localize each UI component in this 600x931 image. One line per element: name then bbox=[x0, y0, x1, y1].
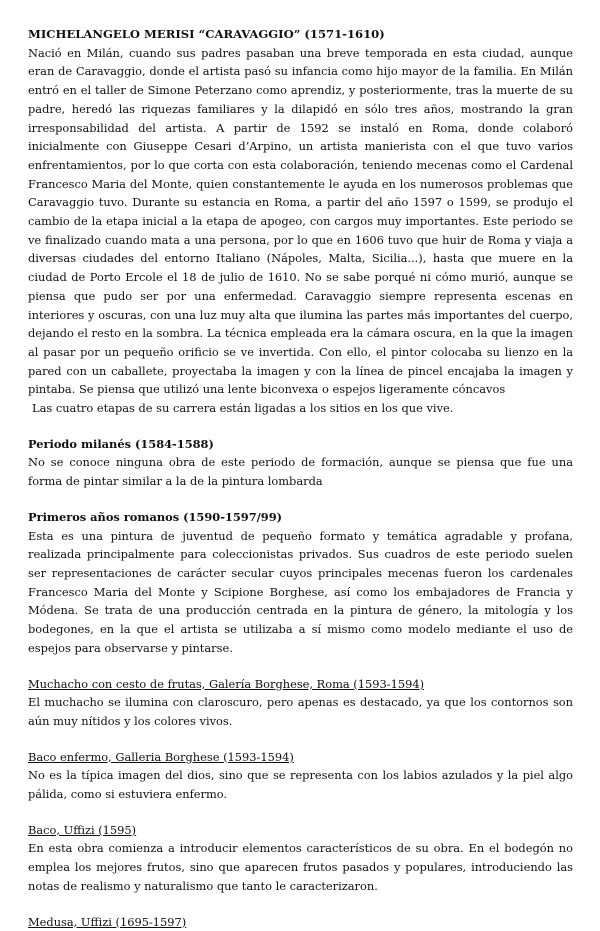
intro-tail-paragraph: Las cuatro etapas de su carrera están ligadas a los sitios en los que vive. bbox=[32, 401, 454, 416]
document-title: MICHELANGELO MERISI “CARAVAGGIO” (1571-1610) bbox=[28, 27, 385, 41]
section-text-milan: No se conoce ninguna obra de este periodo de formación, aunque se piensa que fue una forma de pintar similar a la de la pintura lombarda bbox=[28, 455, 573, 489]
work-title-medusa: Medusa, Uffizi (1695-1597) bbox=[28, 914, 187, 929]
intro-paragraph: Nació en Milán, cuando sus padres pasaban una breve temporada en esta ciudad, aunque eran de Caravaggio, donde el artista pasó su infancia como hijo mayor de la familia. En Milán entró en el taller de Simone Peterzano como aprendiz, y posteriormente, tras la muerte de su padre, heredó las riquezas familiares y la dilapidó en sólo tres años, mostrando la gran irresponsabilidad del artista. A partir de 1592 se instaló en Roma, donde colaboró inicialmente con Giuseppe Cesari d’Arpino, un artista manierista con el que tuvo varios enfrentamientos, por lo que corta con esta colaboración, teniendo mecenas como el Cardenal Francesco Maria del Monte, quien constantemente le ayuda en los numerosos problemas que Caravaggio tuvo. Durante su estancia en Roma, a partir del año 1597 o 1599, se produjo el cambio de la etapa inicial a la etapa de apogeo, con cargos muy importantes. Este periodo se ve finalizado cuando mata a una persona, por lo que en 1606 tuvo que huir de Roma y viaja a diversas ciudades del entorno Italiano (Nápoles, Malta, Sicilia...), hasta que muere en la ciudad de Porto Ercole el 18 de julio de 1610. No se sabe porqué ni cómo murió, aunque se piensa que pudo ser por una enfermedad. Caravaggio siempre representa escenas en interiores y oscuras, con una luz muy alta que ilumina las partes más importantes del cuerpo, dejando el resto en la sombra. La técnica empleada era la cámara oscura, en la que la imagen al pasar por un pequeño orificio se ve invertida. Con ello, el pintor colocaba su lienzo en la pared con un caballete, proyectaba la imagen y con la línea de pincel encajaba la imagen y pintaba. Se piensa que utilizó una lente biconvexa o espejos ligeramente cóncavos bbox=[28, 45, 573, 397]
work-text-baco-enfermo: No es la típica imagen del dios, sino que se representa con los labios azulados y la piel algo pálida, como si estuviera enfermo. bbox=[28, 768, 573, 802]
section-heading-rome: Primeros años romanos (1590-1597/99) bbox=[28, 509, 283, 524]
work-title-muchacho: Muchacho con cesto de frutas, Galería Borghese, Roma (1593-1594) bbox=[28, 676, 425, 691]
work-text-baco: En esta obra comienza a introducir elementos característicos de su obra. En el bodegón no emplea los mejores frutos, sino que aparecen frutos pasados y populares, introduciendo las notas de realismo y naturalismo que tanto le caracterizaron. bbox=[28, 841, 573, 893]
work-text-muchacho: El muchacho se ilumina con claroscuro, pero apenas es destacado, ya que los contornos son aún muy nítidos y los colores vivos. bbox=[28, 695, 573, 728]
work-title-baco-enfermo: Baco enfermo, Galleria Borghese (1593-1594) bbox=[28, 749, 294, 764]
section-heading-milan: Periodo milanés (1584-1588) bbox=[28, 436, 214, 451]
work-title-baco: Baco, Uffizi (1595) bbox=[28, 822, 137, 837]
section-text-rome: Esta es una pintura de juventud de pequeño formato y temática agradable y profana, realizada principalmente para coleccionistas privados. Sus cuadros de este periodo suelen ser representaciones de carácter secular cuyos principales mecenas fueron los cardenales Francesco Maria del Monte y Scipione Borghese, así como los embajadores de Francia y Módena. Se trata de una producción centrada en la pintura de género, la mitología y los bodegones, en la que el artista se utilizaba a sí mismo como modelo mediante el uso de espejos para observarse y pintarse. bbox=[28, 528, 573, 655]
